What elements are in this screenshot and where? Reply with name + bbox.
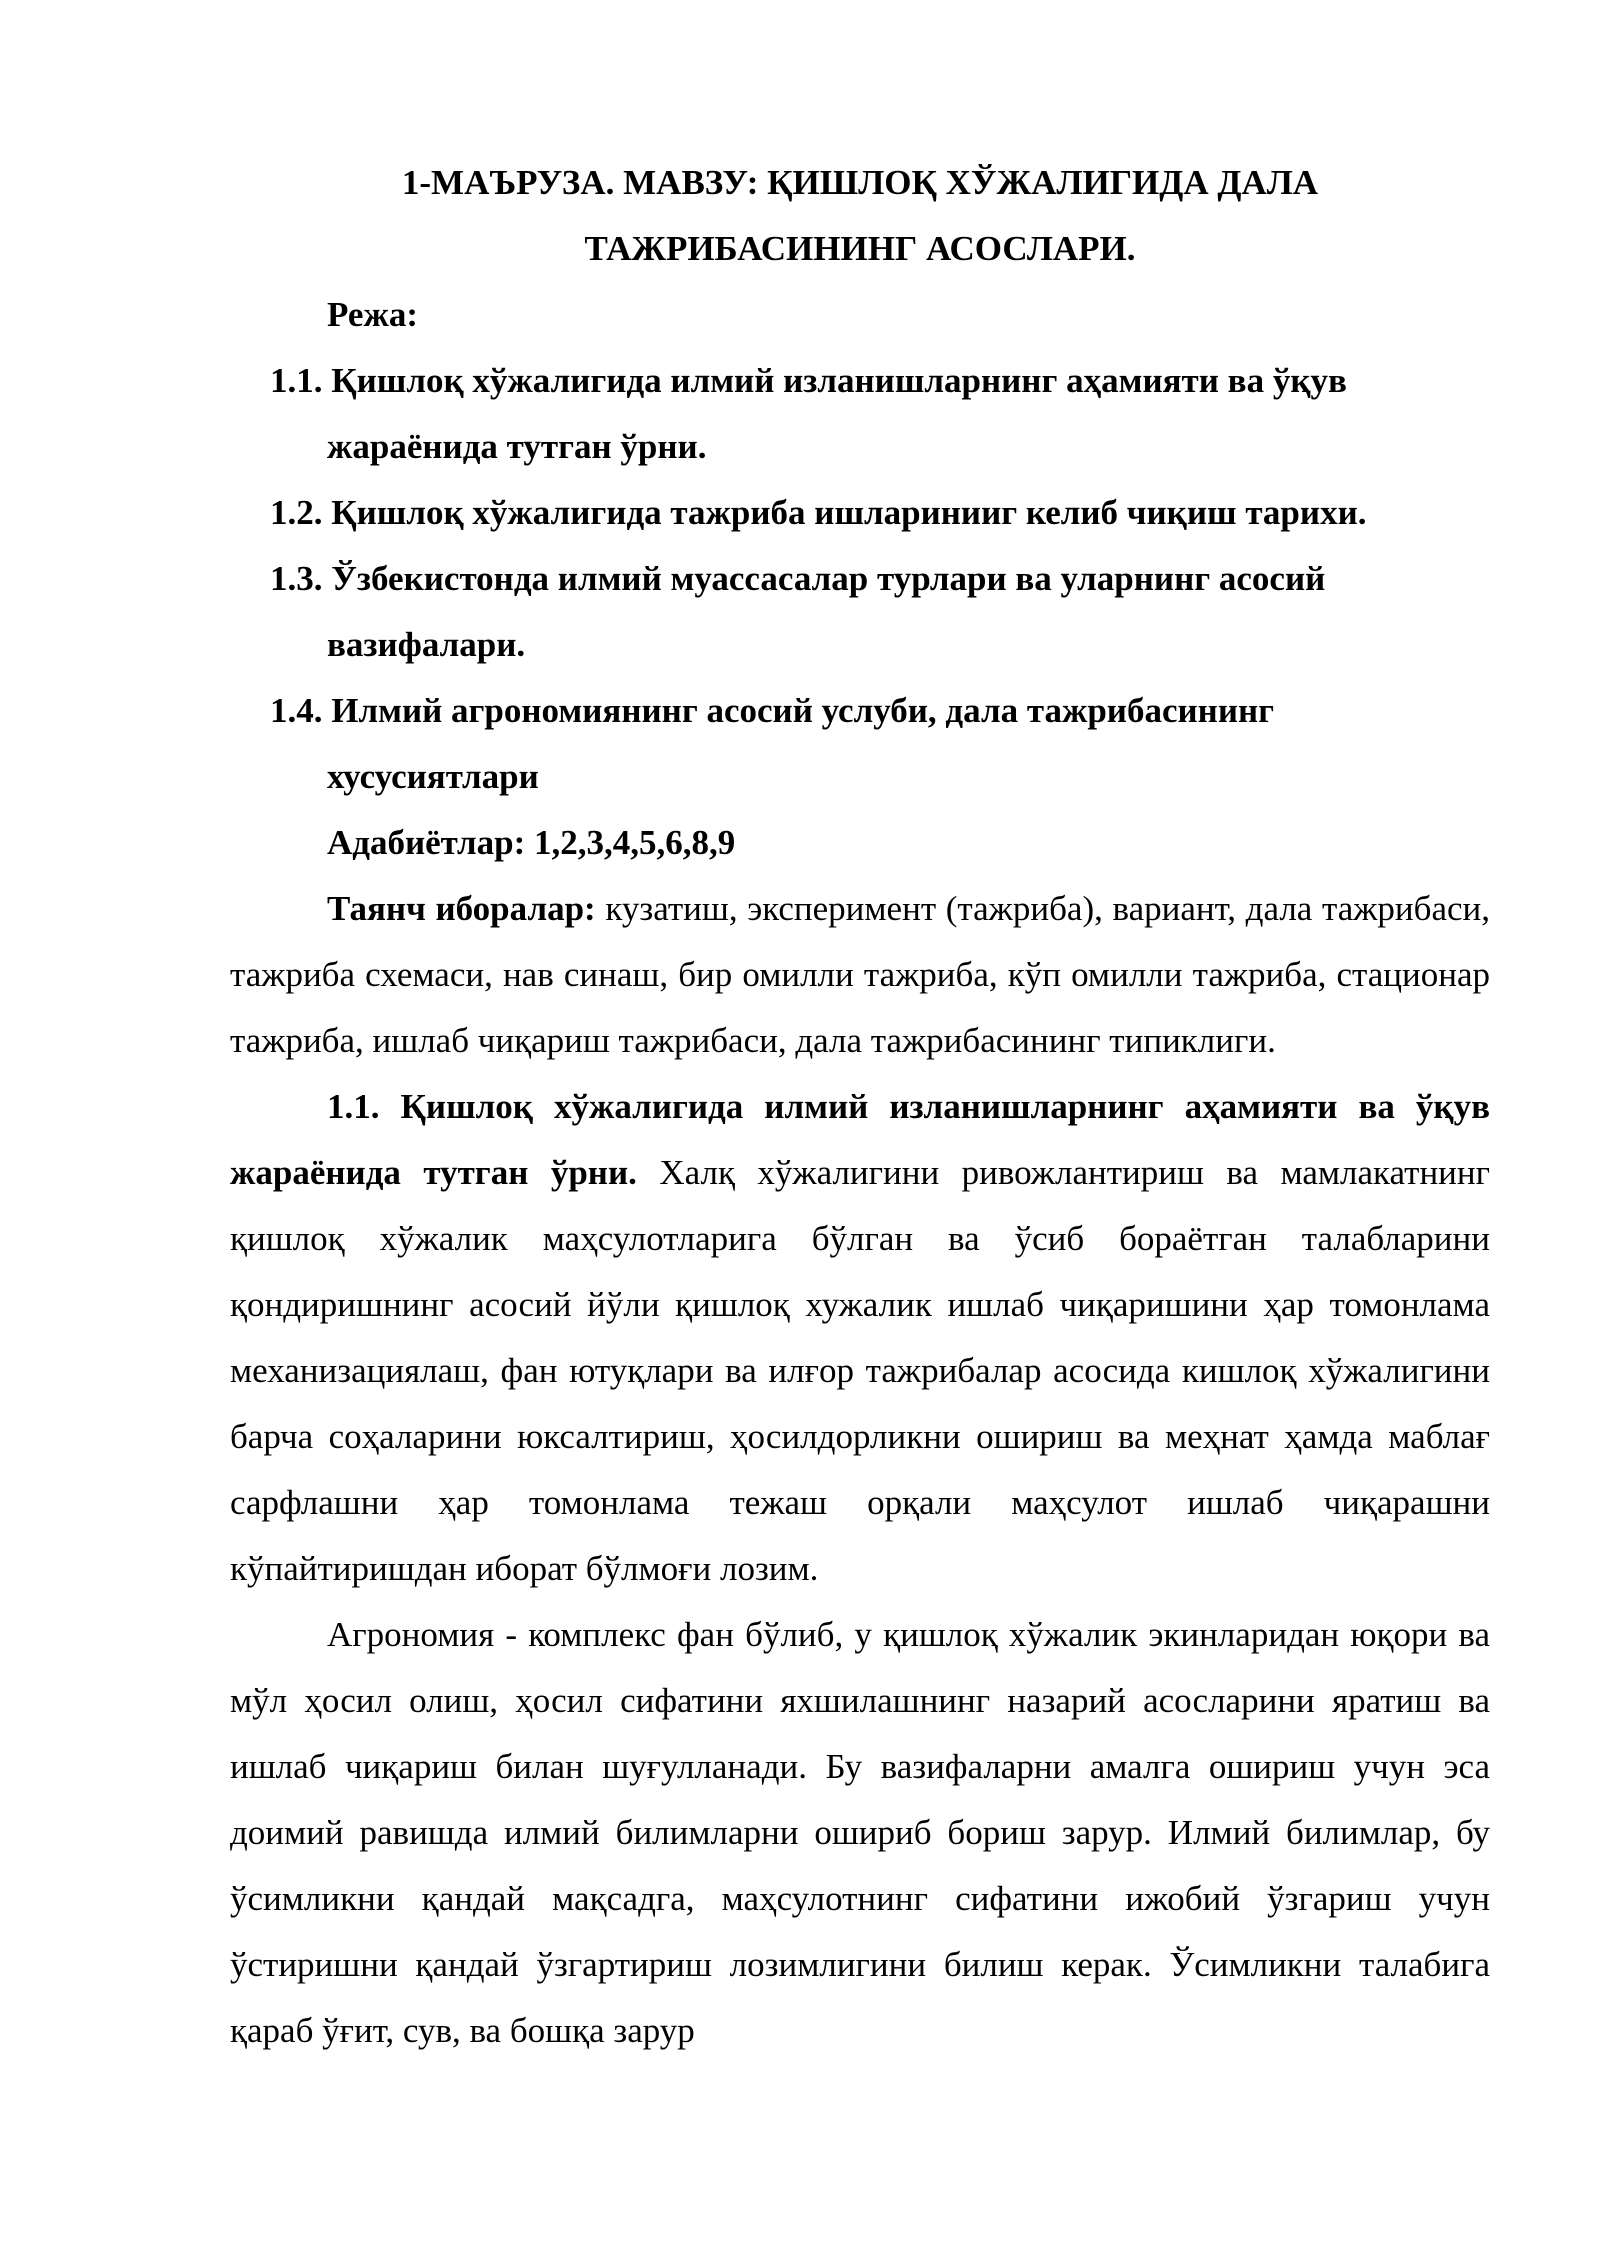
plan-item-1-4 (230, 678, 1490, 810)
section-1-1-text: Халқ хўжалигини ривожлантириш ва мамлакатнинг қишлоқ хўжалик маҳсулотларига бўлган ва ўсиб бораётган талабларини қондиришнинг асосий йўли қишлоқ хужалик ишлаб чиқаришини ҳар томонлама механизациялаш, фан ютуқлари ва илғор тажрибалар асосида кишлоқ хўжалигини барча соҳаларини юксалтириш, ҳосилдорликни ошириш ва меҳнат ҳамда маблағ сарфлашни ҳар томонлама тежаш орқали маҳсулот ишлаб чиқарашни кўпайтиришдан иборат бўлмоғи лозим. (230, 1153, 1490, 1588)
plan-item-line: жараёнида тутган ўрни. (327, 427, 707, 466)
keywords-paragraph (230, 876, 1490, 1074)
lecture-title-line-2: ТАЖРИБАСИНИНГ АСОСЛАРИ. (584, 229, 1136, 268)
plan-item-1-3 (230, 546, 1490, 678)
literature-references: Адабиётлар: 1,2,3,4,5,6,8,9 (327, 823, 736, 862)
keywords-text: кузатиш, эксперимент (тажриба), вариант, дала тажрибаси, тажриба схемаси, нав синаш, бир омилли тажриба, кўп омилли тажриба, стационар тажриба, ишлаб чиқариш тажрибаси, дала тажрибасининг типиклиги. (230, 889, 1490, 1060)
plan-item-1-2 (230, 480, 1490, 546)
plan-item-line: 1.4. Илмий агрономиянинг асосий услуби, дала тажрибасининг (270, 691, 1275, 730)
keywords-label: Таянч иборалар: (327, 889, 596, 928)
plan-label: Режа: (327, 295, 418, 334)
lecture-title-line-1: 1-МАЪРУЗА. МАВЗУ: ҚИШЛОҚ ХЎЖАЛИГИДА ДАЛА (401, 163, 1319, 202)
lecture-title (230, 150, 1490, 282)
agronomy-paragraph: Агрономия - комплекс фан бўлиб, у қишлоқ хўжалик экинларидан юқори ва мўл ҳосил олиш, ҳосил сифатини яхшилашнинг назарий асосларини яратиш ва ишлаб чиқариш билан шуғулланади. Бу вазифаларни амалга ошириш учун эса доимий равишда илмий билимларни ошириб бориш зарур. Илмий билимлар, бу ўсимликни қандай мақсадга, маҳсулотнинг сифатини ижобий ўзгариш учун ўстиришни қандай ўзгартириш лозимлигини билиш керак. Ўсимликни талабига қараб ўғит, сув, ва бошқа зарур (230, 1615, 1490, 2050)
plan-item-1-1 (230, 348, 1490, 480)
section-1-1-heading: 1.1. Қишлоқ хўжалигида илмий изланишларнинг аҳамияти ва ўқув жараёнида тутган ўрни. (230, 1087, 1490, 1192)
plan-item-line: вазифалари. (327, 625, 526, 664)
plan-item-line: 1.1. Қишлоқ хўжалигида илмий изланишларнинг аҳамияти ва ўқув (270, 361, 1347, 400)
plan-item-line: 1.3. Ўзбекистонда илмий муассасалар турлари ва уларнинг асосий (270, 559, 1326, 598)
section-1-1-paragraph (230, 1074, 1490, 1602)
plan-item-line: 1.2. Қишлоқ хўжалигида тажриба ишларинииг келиб чиқиш тарихи. (270, 493, 1367, 532)
plan-item-line: хусусиятлари (327, 757, 539, 796)
document-content (230, 150, 1490, 2064)
